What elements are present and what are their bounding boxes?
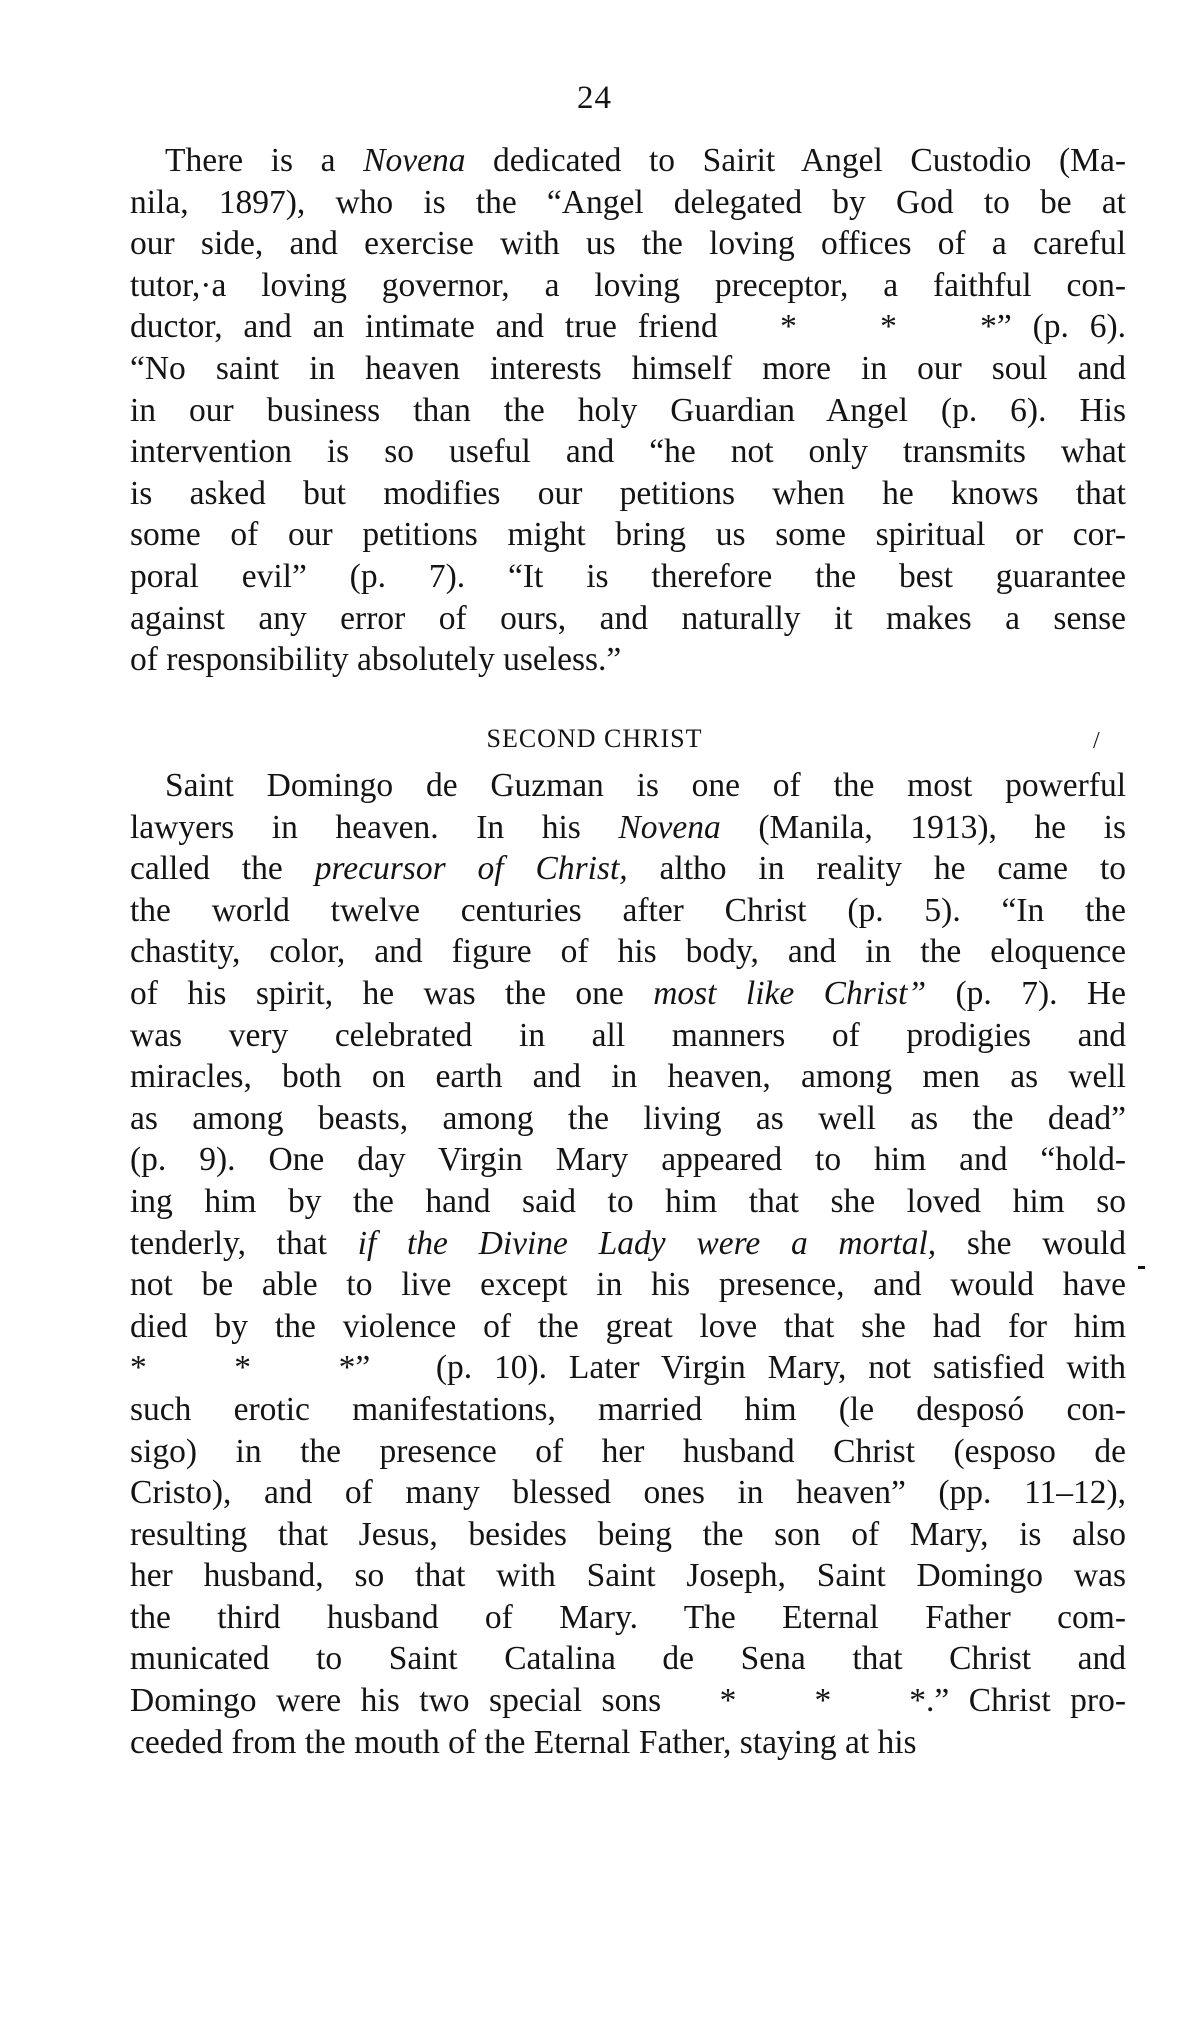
text-line: sigo) in the presence of her husband Christ (esposo de [130, 1432, 1126, 1470]
text-line: municated to Saint Catalina de Sena that Christ and [130, 1640, 1126, 1678]
text-line: ceeded from the mouth of the Eternal Father, staying at his [130, 1723, 917, 1761]
text-line: is asked but modifies our petitions when he knows that [130, 474, 1126, 512]
text-line: ing him by the hand said to him that she loved him so [130, 1182, 1126, 1220]
text-line: was very celebrated in all manners of prodigies and [130, 1016, 1126, 1054]
text-line: miracles, both on earth and in heaven, among men as well [130, 1058, 1126, 1096]
text-line: called the precursor of Christ, altho in reality he came to [130, 850, 1127, 888]
paragraph-guardian-angel [130, 140, 1126, 681]
text-line: the world twelve centuries after Christ (p. 5). “In the [130, 891, 1126, 929]
text-line: chastity, color, and figure of his body, and in the eloquence [130, 933, 1126, 971]
text-line: (p. 9). One day Virgin Mary appeared to him and “hold- [130, 1141, 1126, 1179]
text-line: tutor,·a loving governor, a loving preceptor, a faithful con- [130, 266, 1126, 304]
text-line: resulting that Jesus, besides being the son of Mary, is also [130, 1515, 1126, 1553]
text-line: of his spirit, he was the one most like Christ” (p. 7). He [130, 974, 1126, 1012]
margin-dash-mark [1138, 1266, 1145, 1269]
text-line: tenderly, that if the Divine Lady were a mortal, she would [130, 1224, 1127, 1262]
text-line: nila, 1897), who is the “Angel delegated by God to be at [130, 183, 1126, 221]
text-line: our side, and exercise with us the loving offices of a careful [130, 225, 1126, 263]
text-line: intervention is so useful and “he not only transmits what [130, 433, 1126, 471]
text-line: There is a Novena dedicated to Sairit Angel Custodio (Ma- [165, 142, 1126, 179]
text-line: some of our petitions might bring us some spiritual or cor- [130, 516, 1126, 554]
text-line: such erotic manifestations, married him (le desposó con- [130, 1390, 1126, 1428]
text-line: of responsibility absolutely useless.” [130, 641, 622, 679]
text-line: poral evil” (p. 7). “It is therefore the best guarantee [130, 557, 1126, 595]
text-line: died by the violence of the great love that she had for him [130, 1307, 1126, 1345]
margin-mark: / [1093, 728, 1100, 754]
text-line: “No saint in heaven interests himself more in our soul and [130, 349, 1126, 387]
paragraph-second-christ [130, 765, 1126, 1763]
text-line: against any error of ours, and naturally it makes a sense [130, 599, 1126, 637]
text-line: lawyers in heaven. In his Novena (Manila, 1913), he is [130, 808, 1126, 846]
text-line: not be able to live except in his presence, and would have [130, 1266, 1126, 1304]
text-line: as among beasts, among the living as well as the dead” [130, 1099, 1126, 1137]
text-line: ductor, and an intimate and true friend * * *” (p. 6). [130, 308, 1126, 346]
section-heading: SECOND CHRIST [486, 724, 703, 753]
text-line: Cristo), and of many blessed ones in heaven” (pp. 11–12), [130, 1474, 1126, 1512]
text-line: Saint Domingo de Guzman is one of the most powerful [165, 767, 1126, 804]
text-line: in our business than the holy Guardian Angel (p. 6). His [130, 391, 1126, 429]
text-line: Domingo were his two special sons * * *.” Christ pro- [130, 1682, 1126, 1720]
text-line: * * *” (p. 10). Later Virgin Mary, not satisfied with [130, 1349, 1126, 1387]
text-line: the third husband of Mary. The Eternal Father com- [130, 1598, 1126, 1636]
page-number: 24 [577, 80, 612, 116]
text-line: her husband, so that with Saint Joseph, Saint Domingo was [130, 1557, 1126, 1595]
